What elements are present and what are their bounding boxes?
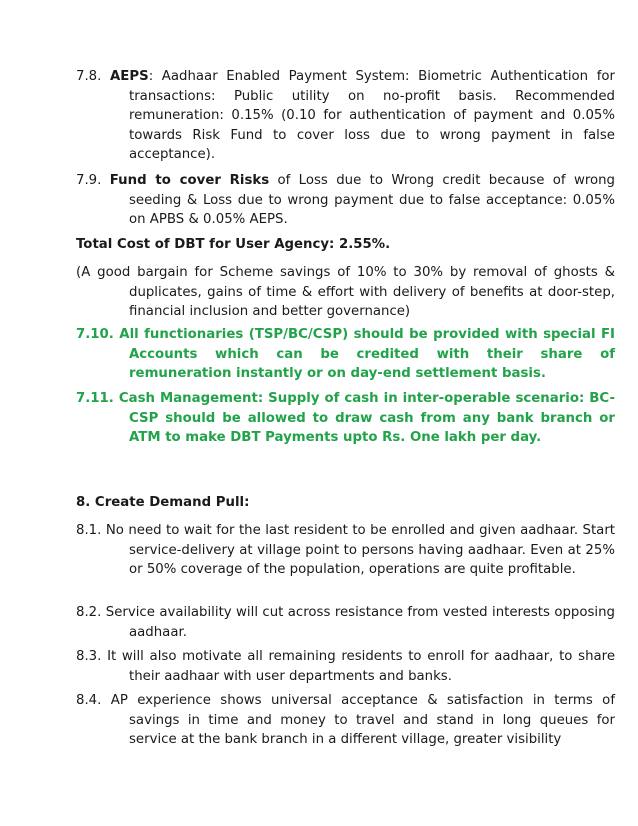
section-8-heading [76,493,562,513]
item-title: AEPS [110,69,149,84]
section-heading-text: 8. Create Demand Pull: [76,495,250,510]
item-7-10: 7.10. All functionaries (TSP/BC/CSP) should be provided with special FI Accounts which can be credited with their share of remuneration instantly or on day-end settlement basis. [76,327,615,382]
item-8-2: 8.2. Service availability will cut across resistance from vested interests opposing aadhaar. [76,605,615,640]
total-cost-text: Total Cost of DBT for User Agency: 2.55%. [76,237,391,252]
item-number: 7.8. [76,69,102,84]
item-8-1: 8.1. No need to wait for the last resident to be enrolled and given aadhaar. Start service-delivery at village point to persons having aadhaar. Even at 25% or 50% coverage of the population, operations are quite profitable. [76,523,615,578]
item-8-3: 8.3. It will also motivate all remaining residents to enroll for aadhaar, to share their aadhaar with user departments and banks. [76,649,615,684]
item-8-4: 8.4. AP experience shows universal acceptance & satisfaction in terms of savings in time and money to travel and stand in long queues for service at the bank branch in a different village, greater visibility [76,693,615,748]
item-7-9 [76,171,615,230]
item-7-8 [76,67,615,165]
item-number: 7.9. [76,173,102,188]
item-title: Fund to cover Risks [109,173,270,188]
item-text: of Loss due to Wrong credit because of wrong seeding & Loss due to wrong payment due to false acceptance: 0.05% on APBS & 0.05% AEPS. [129,173,615,228]
item-7-11: 7.11. Cash Management: Supply of cash in inter-operable scenario: BC-CSP should be allowed to draw cash from any bank branch or ATM to make DBT Payments upto Rs. One lakh per day. [76,391,615,446]
item-text: : Aadhaar Enabled Payment System: Biometric Authentication for transactions: Public utility on no-profit basis. Recommended remuneration: 0.15% (0.10 for authentication of payment and 0.05% towards Risk Fund to cover loss due to wrong payment in false acceptance). [129,69,615,163]
bargain-note: (A good bargain for Scheme savings of 10% to 30% by removal of ghosts & duplicates, gains of time & effort with delivery of benefits at door-step, financial inclusion and better governance) [76,265,615,320]
total-cost [76,235,562,255]
